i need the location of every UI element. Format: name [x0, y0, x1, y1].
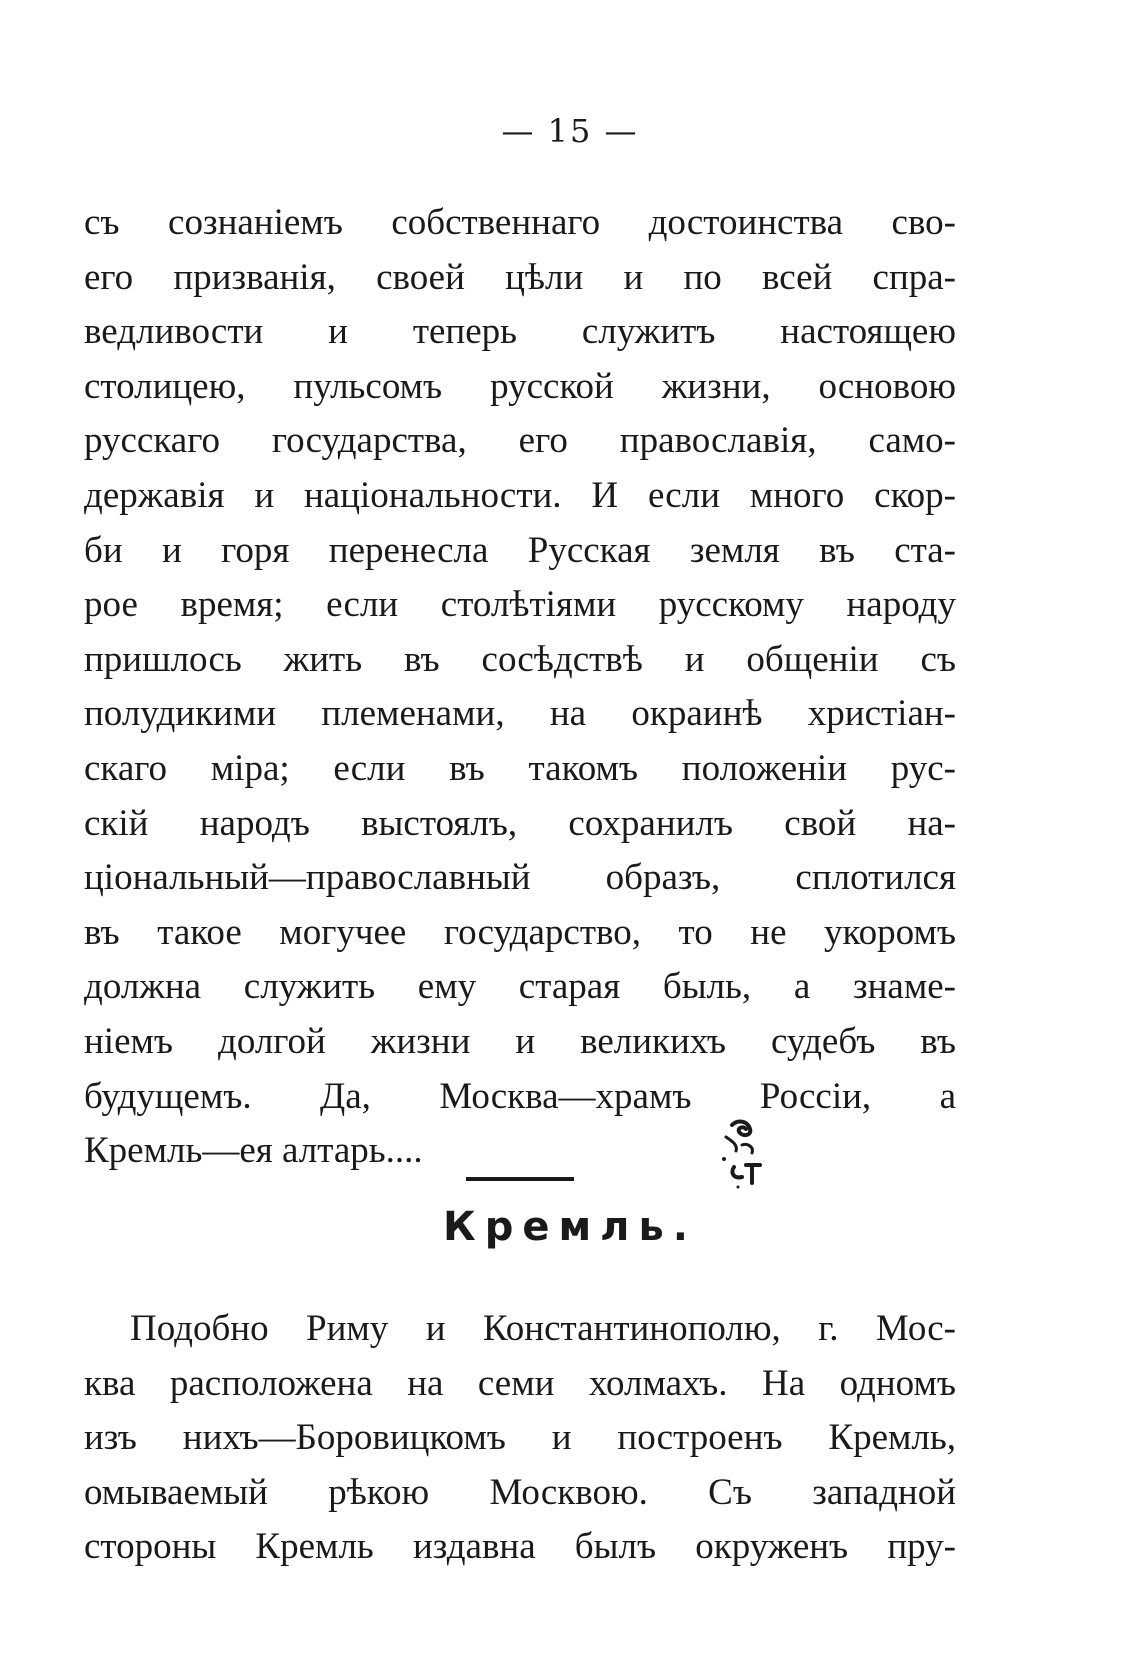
text-line: скій народъ выстоялъ, сохранилъ свой на- — [84, 802, 956, 844]
paragraph — [84, 196, 956, 1179]
section-divider — [466, 1177, 574, 1181]
text-line: должна служить ему старая быль, а знаме- — [84, 966, 956, 1008]
text-line: пришлось жить въ сосѣдствѣ и общеніи съ — [84, 638, 956, 680]
text-line: Подобно Риму и Константинополю, г. Мос- — [130, 1308, 956, 1349]
text-line: изъ нихъ—Боровицкомъ и построенъ Кремль, — [84, 1417, 956, 1459]
text-line: полудикими племенами, на окраинѣ христіан- — [84, 693, 956, 735]
text-line: столицею, пульсомъ русской жизни, основою — [84, 365, 956, 407]
text-line: омываемый рѣкою Москвою. Съ западной — [84, 1471, 956, 1513]
text-line: въ такое могучее государство, то не укоромъ — [84, 911, 956, 953]
text-line: скаго міра; если въ такомъ положеніи рус- — [84, 747, 956, 789]
text-line: би и горя перенесла Русская земля въ ста- — [84, 529, 956, 571]
text-line: рое время; если столѣтіями русскому народу — [84, 584, 956, 626]
page-number: — 15 — — [501, 112, 639, 150]
text-line: ведливости и теперь служитъ настоящею — [84, 311, 956, 353]
text-line: русскаго государства, его православія, само- — [84, 420, 956, 462]
ink-blot-ornament — [712, 1115, 782, 1195]
section-heading: Кремль. — [443, 1204, 697, 1250]
paragraph — [84, 1302, 956, 1575]
text-line: ніемъ долгой жизни и великихъ судебъ въ — [84, 1020, 956, 1062]
text-line: державія и національности. И если много скор- — [84, 474, 956, 516]
text-line: съ сознаніемъ собственнаго достоинства сво- — [84, 202, 956, 243]
text-line: Кремль—ея алтарь.... — [84, 1130, 423, 1172]
text-line: стороны Кремль издавна былъ окруженъ пру- — [84, 1526, 956, 1568]
text-line: его призванія, своей цѣли и по всей спра- — [84, 256, 956, 298]
text-line: ціональный—православный образъ, сплотился — [84, 857, 956, 899]
text-line: ква расположена на семи холмахъ. На одномъ — [84, 1362, 956, 1404]
text-line: будущемъ. Да, Москва—храмъ Россіи, а — [84, 1075, 956, 1117]
